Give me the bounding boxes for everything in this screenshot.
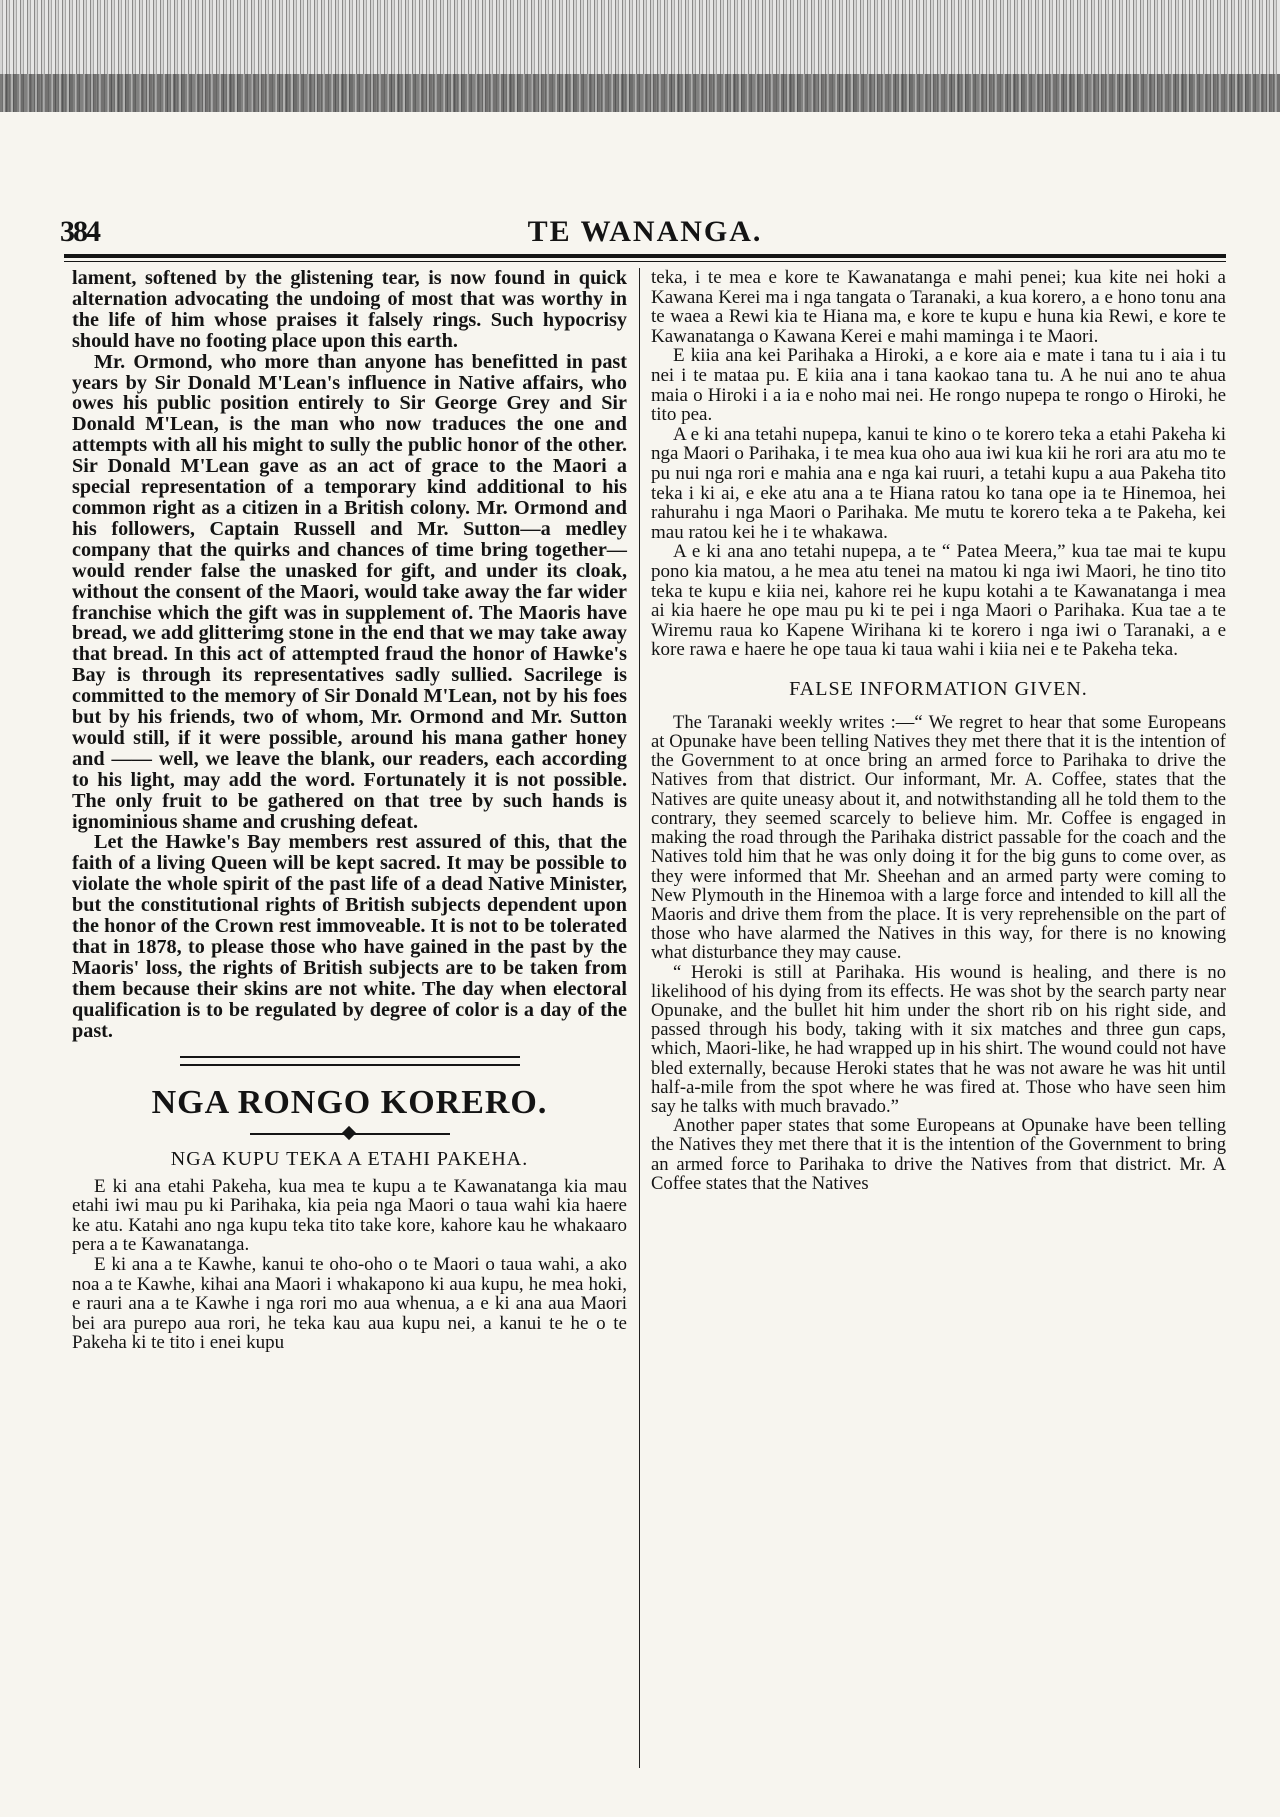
editorial-paragraph: lament, softened by the glistening tear, is now found in quick alternation advocating the undoing of most that was worthy in the life of him whose praises it falsely rings. Such hypocrisy should have no footing place upon this earth. <box>72 267 627 352</box>
news-paragraph: “ Heroki is still at Parihaka. His wound is healing, and there is no likelihood of his dying from its effects. He was shot by the search party near Opunake, and the bullet hit him under the short rib on his right side, and passed through his body, taking with it six matches and three gun caps, which, Maori-like, he had wrapped up in his shirt. The wound could not have bled externally, because Heroki states that he was not aware he was hit until half-a-mile from the spot where he was fired at. Those who have seen him say he talks with much bravado.” <box>651 961 1226 1117</box>
editorial-paragraph: Mr. Ormond, who more than anyone has benefitted in past years by Sir Donald M'Lean's influence in Native affairs, who owes his public position entirely to Sir George Grey and Sir Donald M'Lean, is the man who now traduces the one and attempts with all his might to sully the public honor of the other. Sir Donald M'Lean gave as an act of grace to the Maori a special representation of a temporary kind additional to his common right as a citizen in a British colony. Mr. Ormond and his followers, Captain Russell and Mr. Sutton—a medley company that the quirks and chances of time bring together—would render false the unasked for gift, and under its cloak, without the consent of the Maori, would take away the far wider franchise which the gift was in supplement of. The Maoris have bread, we add glitterimg stone in the end that we may take away that bread. In this act of attempted fraud the honor of Hawke's Bay is through its representatives sadly sullied. Sacrilege is committed to the memory of Sir Donald M'Lean, not by his foes but by his friends, two of whom, Mr. Ormond and Mr. Sutton would still, if it were possible, around his mana gather honey and —— well, we leave the blank, our readers, each according to his light, may add the word. Fortunately it is not possible. The only fruit to be gathered on that tree by such hands is ignominious shame and crushing defeat. <box>72 350 627 833</box>
editorial-paragraph: Let the Hawke's Bay members rest assured of this, that the faith of a living Queen will be kept sacred. It may be possible to violate the whole spirit of the past life of a dead Native Minister, but the constitutional rights of British subjects dependent upon the honor of the Crown rest immoveable. It is not to be tolerated that in 1878, to please those who have gained in the past by the Maoris' loss, the rights of British subjects are to be taken from them because their skins are not white. The day when electoral qualification is to be regulated by degree of color is a day of the past. <box>72 831 627 1042</box>
header-rule-thin <box>64 261 1226 262</box>
ornament-rule <box>250 1128 450 1140</box>
article-heading: NGA KUPU TEKA A ETAHI PAKEHA. <box>170 1147 529 1170</box>
paper-title: TE WANANGA. <box>527 215 763 248</box>
section-heading: NGA RONGO KORERO. <box>151 1083 548 1121</box>
maori-paragraph: A e ki ana ano tetahi nupepa, a te “ Patea Meera,” kua tae mai te kupu pono kia matou, a he mea atu tenei na matou ki nga iwi Maori, he tino tito teka te kupu e kiia nei, kahore rei he kupu kotahi a te Kawanatanga i mea ai kia haere he ope mau pu ki te pei i nga Maori o Parihaka. Kua tae a te Wiremu raua ko Kapene Wirihana ki te korero i nga iwi o Taranaki, a e kore rawa e haere he ope taua ki taua wahi i kiia nei e te Pakeha teka. <box>651 541 1226 661</box>
news-paragraph: The Taranaki weekly writes :—“ We regret to hear that some Europeans at Opunake have been telling Natives they met there that it is the intention of the Government to at once bring an armed force to Parihaka to drive the Natives from that district. Our informant, Mr. A. Coffee, states that the Natives are quite uneasy about it, and notwithstanding all he told them to the contrary, they seemed scarcely to believe him. Mr. Coffee is engaged in making the road through the Parihaka district passable for the coach and the Natives told him that he was only doing it for the big guns to come over, as they were informed that Mr. Sheehan and an armed party were coming to New Plymouth in the Hinemoa with a large force and intended to kill all the Maoris and drive them from the place. It is very reprehensible on the part of those who have alarmed the Natives in this way, for there is no knowing what disturbance they may cause. <box>651 711 1226 964</box>
page-header <box>60 215 1230 255</box>
news-paragraph: Another paper states that some Europeans at Opunake have been telling the Natives they met there that it is the intention of the Government to bring an armed force to Parihaka to drive the Natives from that district. Mr. A Coffee states that the Natives <box>651 1115 1226 1194</box>
scan-margin-band <box>0 0 1280 112</box>
maori-paragraph: E ki ana etahi Pakeha, kua mea te kupu a te Kawanatanga kia mau etahi iwi mau pu ki Parihaka, kia peia nga Maori o taua wahi kia haere ke atu. Katahi ano nga kupu teka tito take kore, kahore kau he whakaaro pera a te Kawanatanga. <box>72 1175 627 1256</box>
maori-paragraph: A e ki ana tetahi nupepa, kanui te kino o te korero teka a etahi Pakeha ki nga Maori o Parihaka, i te mea kua oho aua iwi kua kii he rori ara atu mo te pu nui nga rori e mahia ana e nga kai ruuri, a tetahi kupu a aua Pakeha tito teka i ki ai, e eke atu ana a te Hiana ratou ko tana ope ia te Hinemoa, hei rahurahu i nga Maori o Parihaka. Me mutu te korero teka a te Pakeha, kei mau ratou kei he i te whakawa. <box>651 423 1226 543</box>
section-divider <box>180 1056 520 1066</box>
maori-paragraph: E ki ana a te Kawhe, kanui te oho-oho o te Maori o taua wahi, a ako noa a te Kawhe, kihai ana Maori i whakapono ki aua kupu, he mea hoki, e rauri ana a te Kawhe i nga rori mo aua whenua, a e ki ana aua Maori bei ara purepo aua rori, he teka kau aua kupu nei, a kanui te he o te Pakeha ki te tito i enei kupu <box>72 1253 627 1354</box>
right-column <box>651 268 1226 1193</box>
page-number: 384 <box>60 215 99 248</box>
article-heading: FALSE INFORMATION GIVEN. <box>789 677 1088 700</box>
maori-paragraph: teka, i te mea e kore te Kawanatanga e mahi penei; kua kite nei hoki a Kawana Kerei ma i nga tangata o Taranaki, a kua korero, a e hono tonu ana te waea a Rewi kia te Hiana ma, e kore te kupu e huna kia Rewi, e kore te Kawanatanga o Kawana Kerei e mahi maminga i te Maori. <box>651 267 1226 347</box>
left-column <box>72 268 627 1353</box>
maori-paragraph: E kiia ana kei Parihaka a Hiroki, a e kore aia e mate i tana tu i aia i tu nei i te mataa pu. E kiia ana i tana kaokao tana tu. A he nui ano te ahua maia o Hiroki i a ia e noho mai nei. He rongo nupepa te rongo o Hiroki, he tito pea. <box>651 345 1226 426</box>
header-rule <box>64 254 1226 258</box>
column-divider <box>639 268 640 1768</box>
